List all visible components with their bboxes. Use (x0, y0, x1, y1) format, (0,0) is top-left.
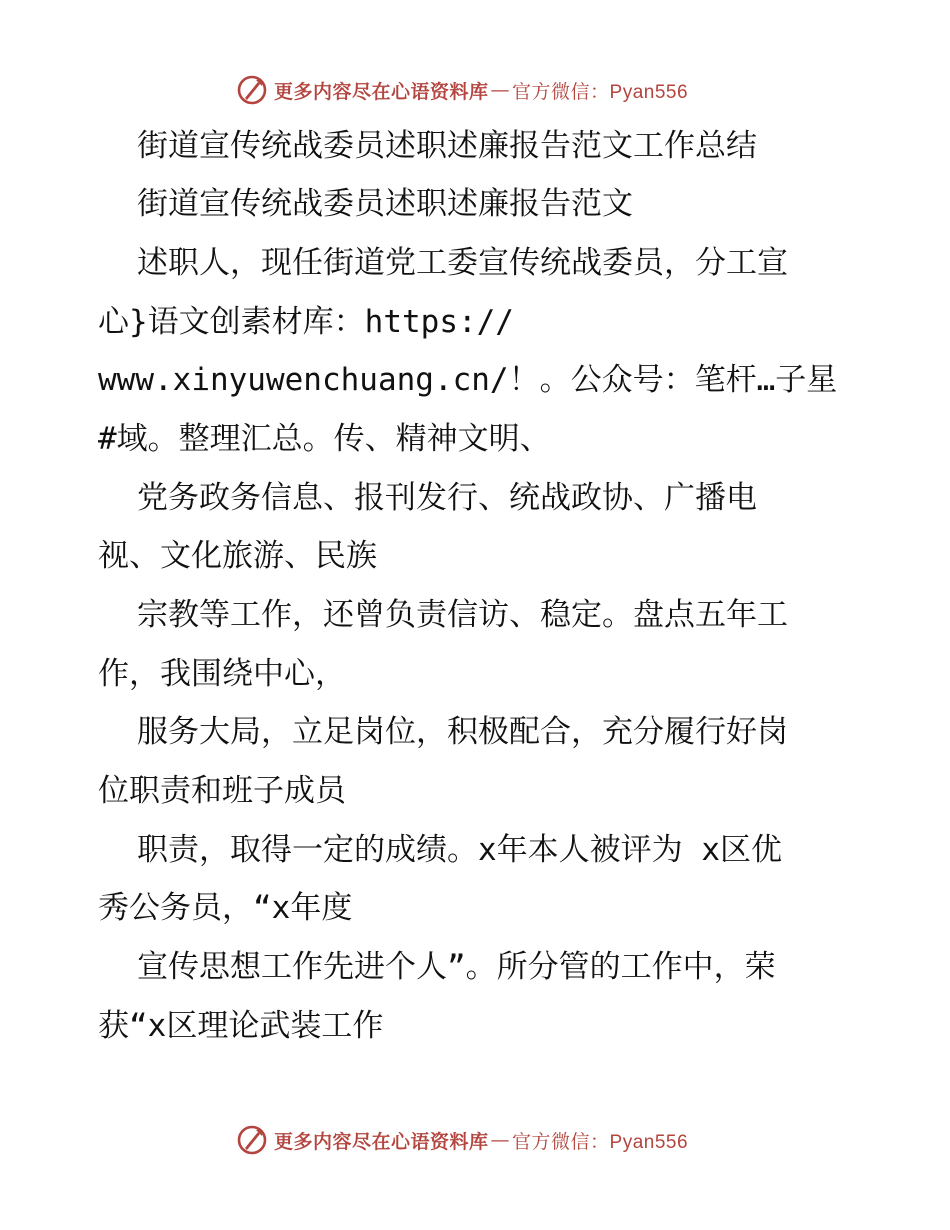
document-title: 街道宣传统战委员述职述廉报告范文工作总结 (137, 128, 757, 164)
paragraph-line: 位职责和班子成员 (98, 773, 346, 809)
quill-logo-icon (236, 1124, 268, 1156)
banner-wechat-text: 官方微信：Pyan556 (512, 81, 689, 103)
paragraph-line: 服务大局，立足岗位，积极配合，充分履行好岗 (137, 714, 788, 750)
paragraph-line: www.xinyuwenchuang.cn/！。公众号：笔杆…子星 (98, 362, 838, 398)
paragraph-line: #域。整理汇总。传、精神文明、 (98, 421, 551, 457)
banner-separator: — (490, 79, 511, 101)
footer-banner (236, 1123, 688, 1157)
banner-brand-text: 更多内容尽在心语资料库 (274, 80, 489, 103)
paragraph-line: 党务政务信息、报刊发行、统战政协、广播电 (137, 480, 757, 516)
paragraph-line: 秀公务员，“x年度 (98, 890, 353, 926)
paragraph-line: 宣传思想工作先进个人”。所分管的工作中，荣 (137, 949, 776, 985)
banner-separator: — (490, 1129, 511, 1151)
paragraph-line: 述职人，现任街道党工委宣传统战委员，分工宣 (137, 245, 788, 281)
paragraph-line: 获“x区理论武装工作 (98, 1008, 384, 1044)
paragraph-line: 心}语文创素材库：https:// (98, 304, 514, 340)
document-subtitle: 街道宣传统战委员述职述廉报告范文 (137, 186, 633, 222)
paragraph-line: 作，我围绕中心， (98, 656, 346, 692)
banner-wechat-text: 官方微信：Pyan556 (512, 1131, 689, 1153)
paragraph-line: 宗教等工作，还曾负责信访、稳定。盘点五年工 (137, 597, 788, 633)
paragraph-line: 视、文化旅游、民族 (98, 538, 377, 574)
paragraph-line: 职责，取得一定的成绩。x年本人被评为 x区优 (137, 832, 782, 868)
banner-brand-text: 更多内容尽在心语资料库 (274, 1130, 489, 1153)
